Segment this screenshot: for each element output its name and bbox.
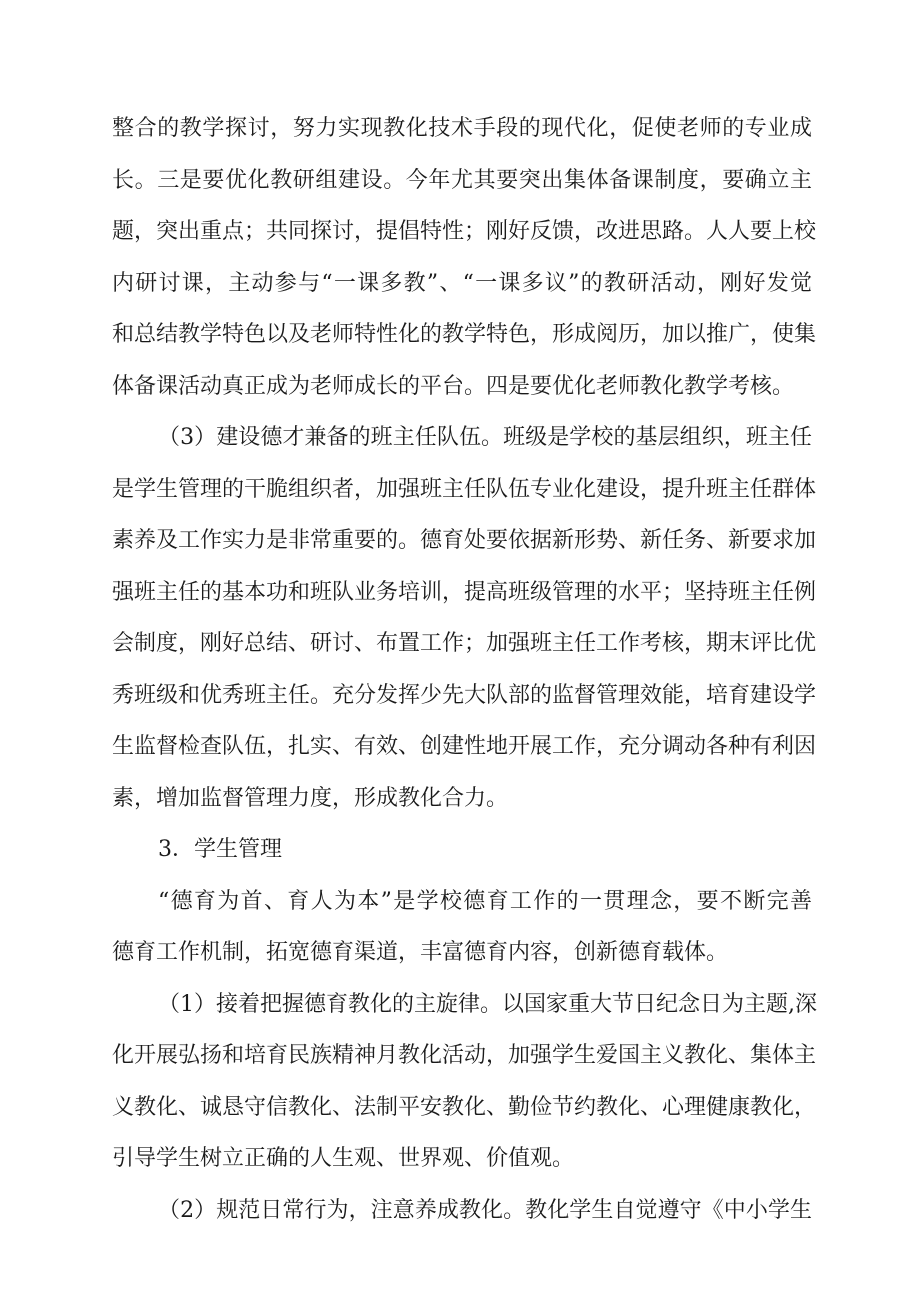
text-line: 会制度，刚好总结、研讨、布置工作；加强班主任工作考核，期末评比优 xyxy=(112,631,817,656)
text-line: 题，突出重点；共同探讨，提倡特性；刚好反馈，改进思路。人人要上校 xyxy=(112,219,817,244)
text-line: 素，增加监督管理力度，形成教化合力。 xyxy=(112,786,509,811)
text-line: 引导学生树立正确的人生观、世界观、价值观。 xyxy=(112,1146,575,1171)
text-line: 素养及工作实力是非常重要的。德育处要依据新形势、新任务、新要求加 xyxy=(112,528,817,553)
section-heading: 3．学生管理 xyxy=(158,837,282,862)
paragraph-start-line: （2）规范日常行为，注意养成教化。教化学生自觉遵守《中小学生 xyxy=(158,1198,812,1223)
text-line: 是学生管理的干脆组织者，加强班主任队伍专业化建设，提升班主任群体 xyxy=(112,477,817,502)
text-line: 生监督检查队伍，扎实、有效、创建性地开展工作，充分调动各种有利因 xyxy=(112,734,817,759)
paragraph-start-line: “德育为首、育人为本”是学校德育工作的一贯理念，要不断完善 xyxy=(158,889,812,914)
text-line: 长。三是要优化教研组建设。今年尤其要突出集体备课制度，要确立主 xyxy=(112,168,812,193)
text-line: 义教化、诚恳守信教化、法制平安教化、勤俭节约教化、心理健康教化， xyxy=(112,1095,817,1120)
text-line: 强班主任的基本功和班队业务培训，提高班级管理的水平；坚持班主任例 xyxy=(112,580,817,605)
text-line: 德育工作机制，拓宽德育渠道，丰富德育内容，创新德育载体。 xyxy=(112,940,729,965)
paragraph-start-line: （1）接着把握德育教化的主旋律。以国家重大节日纪念日为主题,深 xyxy=(158,992,817,1017)
text-line: 和总结教学特色以及老师特性化的教学特色，形成阅历，加以推广，使集 xyxy=(112,322,817,347)
text-line: 秀班级和优秀班主任。充分发挥少先大队部的监督管理效能，培育建设学 xyxy=(112,683,817,708)
text-line: 体备课活动真正成为老师成长的平台。四是要优化老师教化教学考核。 xyxy=(112,374,795,399)
text-line: 内研讨课，主动参与“一课多教”、“一课多议”的教研活动，刚好发觉 xyxy=(112,271,812,296)
text-line: 化开展弘扬和培育民族精神月教化活动，加强学生爱国主义教化、集体主 xyxy=(112,1043,817,1068)
paragraph-start-line: （3）建设德才兼备的班主任队伍。班级是学校的基层组织，班主任 xyxy=(158,425,812,450)
text-line: 整合的教学探讨，努力实现教化技术手段的现代化，促使老师的专业成 xyxy=(112,116,812,141)
